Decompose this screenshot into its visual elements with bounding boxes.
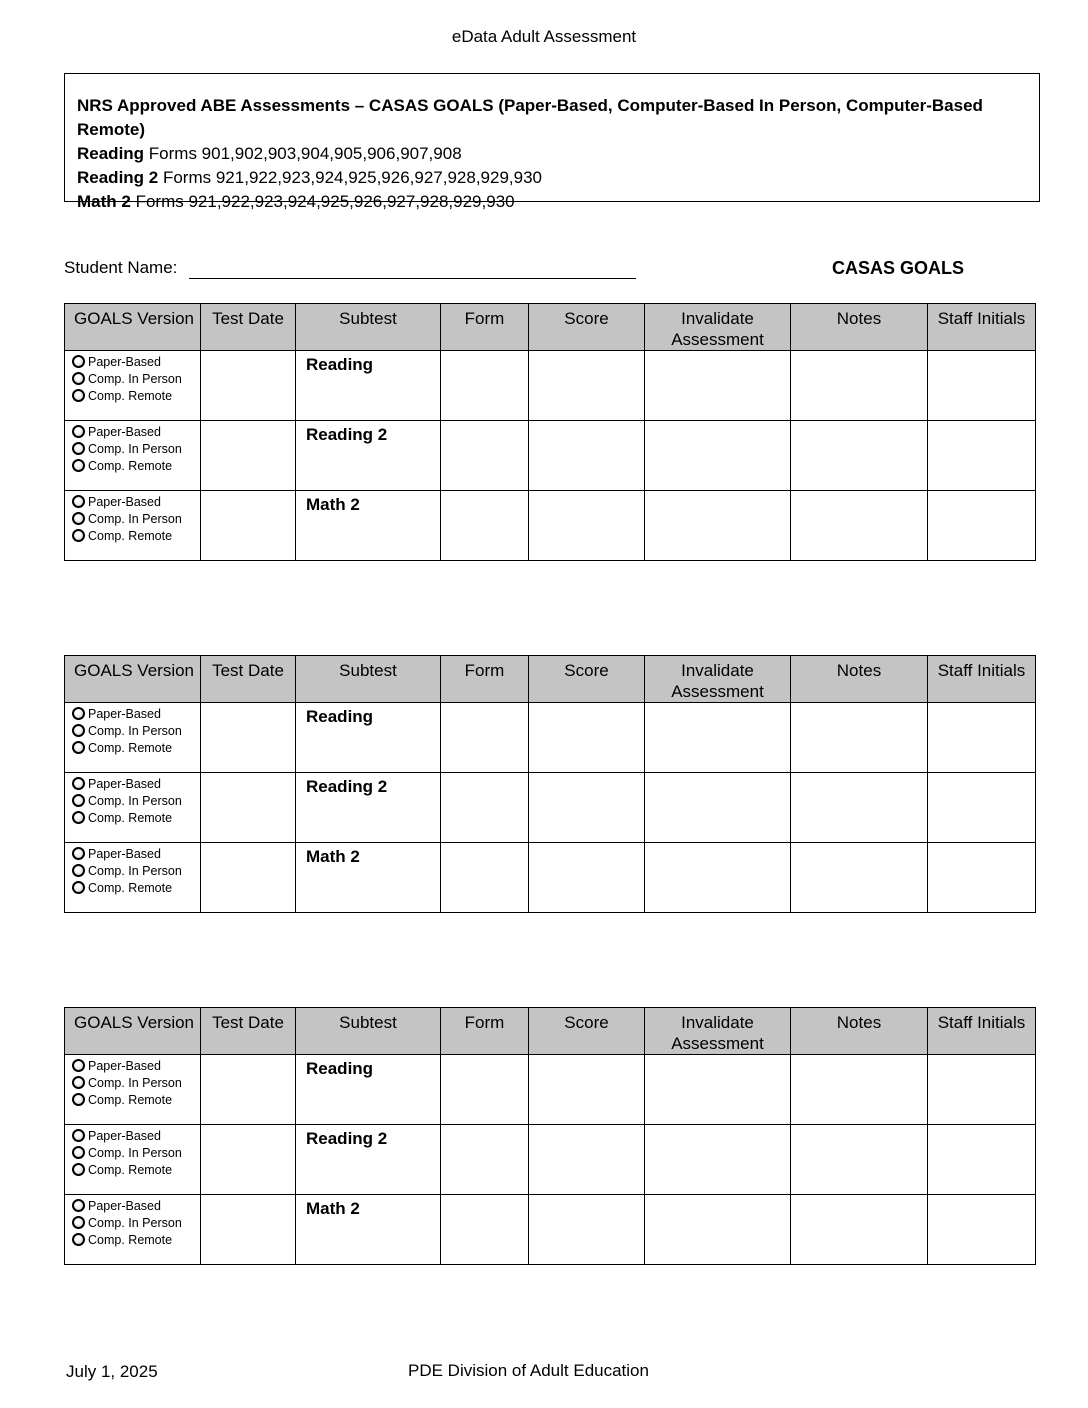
table-row — [65, 491, 1036, 561]
info-line-reading: Reading Forms 901,902,903,904,905,906,907,908 — [77, 144, 462, 163]
subtest-label: Reading 2 — [306, 425, 388, 444]
table-row — [65, 1055, 1036, 1125]
notes-cell[interactable] — [791, 1125, 928, 1195]
radio-button-icon[interactable] — [72, 1093, 85, 1106]
form-cell[interactable] — [441, 351, 529, 421]
version-option-label: Comp. Remote — [88, 1092, 173, 1107]
table-row — [65, 703, 1036, 773]
column-header-staff-initials: Staff Initials — [928, 656, 1036, 703]
version-option[interactable] — [72, 792, 200, 809]
version-option[interactable] — [72, 440, 200, 457]
score-cell[interactable] — [529, 421, 645, 491]
version-option[interactable] — [72, 1161, 200, 1178]
radio-button-icon[interactable] — [72, 847, 85, 860]
version-option-label: Comp. Remote — [88, 528, 173, 543]
version-option[interactable] — [72, 1057, 200, 1074]
column-header-goals-version: GOALS Version — [65, 1008, 201, 1055]
info-line-math-2: Math 2 Forms 921,922,923,924,925,926,927,928,929,930 — [77, 192, 515, 211]
footer-org: PDE Division of Adult Education — [408, 1361, 649, 1380]
version-option-label: Comp. Remote — [88, 740, 173, 755]
radio-button-icon[interactable] — [72, 459, 85, 472]
column-header-subtest: Subtest — [296, 656, 441, 703]
invalidate-assessment-cell[interactable] — [645, 491, 791, 561]
subtest-cell — [296, 1125, 441, 1195]
radio-button-icon[interactable] — [72, 1233, 85, 1246]
goals-version-cell — [65, 351, 201, 421]
page-header: eData Adult Assessment — [451, 27, 637, 46]
score-cell[interactable] — [529, 1125, 645, 1195]
version-option[interactable] — [72, 1074, 200, 1091]
version-option[interactable] — [72, 1214, 200, 1231]
version-option-label: Comp. Remote — [88, 880, 173, 895]
staff-initials-cell[interactable] — [928, 843, 1036, 913]
version-option[interactable] — [72, 739, 200, 756]
column-header-score: Score — [529, 304, 645, 351]
version-option[interactable] — [72, 353, 200, 370]
radio-button-icon[interactable] — [72, 495, 85, 508]
column-header-form: Form — [441, 304, 529, 351]
version-option-label: Comp. In Person — [88, 511, 182, 526]
radio-button-icon[interactable] — [72, 425, 85, 438]
radio-button-icon[interactable] — [72, 1146, 85, 1159]
staff-initials-cell[interactable] — [928, 491, 1036, 561]
version-option-label: Comp. In Person — [88, 441, 182, 456]
test-date-cell[interactable] — [201, 351, 296, 421]
version-option-label: Comp. In Person — [88, 723, 182, 738]
version-option-label: Comp. In Person — [88, 371, 182, 386]
subtest-label: Reading — [306, 707, 374, 726]
goals-version-cell — [65, 1195, 201, 1265]
table-row — [65, 773, 1036, 843]
column-header-invalidate-assessment: Invalidate Assessment — [645, 1008, 791, 1055]
column-header-notes: Notes — [791, 656, 928, 703]
test-date-cell[interactable] — [201, 703, 296, 773]
test-date-cell[interactable] — [201, 421, 296, 491]
version-option-label: Comp. In Person — [88, 863, 182, 878]
radio-button-icon[interactable] — [72, 1076, 85, 1089]
goals-version-cell — [65, 1055, 201, 1125]
version-option-label: Paper-Based — [88, 846, 161, 861]
subtest-cell — [296, 1055, 441, 1125]
version-option-label: Comp. In Person — [88, 1215, 182, 1230]
version-option[interactable] — [72, 775, 200, 792]
version-option[interactable] — [72, 862, 200, 879]
version-option-label: Paper-Based — [88, 354, 161, 369]
version-option[interactable] — [72, 387, 200, 404]
subtest-label: Math 2 — [306, 847, 360, 866]
column-header-test-date: Test Date — [201, 304, 296, 351]
column-header-invalidate-assessment: Invalidate Assessment — [645, 656, 791, 703]
column-header-score: Score — [529, 1008, 645, 1055]
invalidate-assessment-cell[interactable] — [645, 1055, 791, 1125]
radio-button-icon[interactable] — [72, 512, 85, 525]
table-row — [65, 1125, 1036, 1195]
version-option[interactable] — [72, 1127, 200, 1144]
radio-button-icon[interactable] — [72, 777, 85, 790]
version-option-label: Comp. Remote — [88, 1232, 173, 1247]
goals-version-cell — [65, 1125, 201, 1195]
column-header-form: Form — [441, 656, 529, 703]
version-option-label: Paper-Based — [88, 424, 161, 439]
version-option[interactable] — [72, 423, 200, 440]
score-cell[interactable] — [529, 491, 645, 561]
score-cell[interactable] — [529, 843, 645, 913]
radio-button-icon[interactable] — [72, 1059, 85, 1072]
subtest-label: Math 2 — [306, 495, 360, 514]
staff-initials-cell[interactable] — [928, 703, 1036, 773]
assessment-info-box — [64, 73, 1040, 211]
version-option[interactable] — [72, 879, 200, 896]
assessment-table — [64, 655, 1036, 913]
notes-cell[interactable] — [791, 1055, 928, 1125]
invalidate-assessment-cell[interactable] — [645, 1125, 791, 1195]
version-option[interactable] — [72, 722, 200, 739]
version-option[interactable] — [72, 457, 200, 474]
form-cell[interactable] — [441, 843, 529, 913]
subtest-cell — [296, 351, 441, 421]
invalidate-assessment-cell[interactable] — [645, 421, 791, 491]
version-option-label: Comp. In Person — [88, 1075, 182, 1090]
version-option-label: Comp. In Person — [88, 1145, 182, 1160]
table-row — [65, 843, 1036, 913]
column-header-subtest: Subtest — [296, 304, 441, 351]
radio-button-icon[interactable] — [72, 372, 85, 385]
form-cell[interactable] — [441, 1195, 529, 1265]
column-header-notes: Notes — [791, 304, 928, 351]
staff-initials-cell[interactable] — [928, 1195, 1036, 1265]
column-header-notes: Notes — [791, 1008, 928, 1055]
radio-button-icon[interactable] — [72, 741, 85, 754]
column-header-test-date: Test Date — [201, 1008, 296, 1055]
subtest-cell — [296, 843, 441, 913]
subtest-cell — [296, 421, 441, 491]
goals-version-cell — [65, 703, 201, 773]
radio-button-icon[interactable] — [72, 1129, 85, 1142]
version-option-label: Comp. Remote — [88, 388, 173, 403]
version-option[interactable] — [72, 845, 200, 862]
staff-initials-cell[interactable] — [928, 1125, 1036, 1195]
subtest-label: Math 2 — [306, 1199, 360, 1218]
column-header-goals-version: GOALS Version — [65, 656, 201, 703]
radio-button-icon[interactable] — [72, 794, 85, 807]
score-cell[interactable] — [529, 1055, 645, 1125]
goals-version-cell — [65, 491, 201, 561]
staff-initials-cell[interactable] — [928, 1055, 1036, 1125]
test-date-cell[interactable] — [201, 1125, 296, 1195]
radio-button-icon[interactable] — [72, 355, 85, 368]
test-date-cell[interactable] — [201, 1055, 296, 1125]
form-cell[interactable] — [441, 773, 529, 843]
table-row — [65, 351, 1036, 421]
version-option[interactable] — [72, 510, 200, 527]
goals-version-cell — [65, 773, 201, 843]
invalidate-assessment-cell[interactable] — [645, 703, 791, 773]
radio-button-icon[interactable] — [72, 442, 85, 455]
score-cell[interactable] — [529, 703, 645, 773]
info-heading: NRS Approved ABE Assessments – CASAS GOALS (Paper-Based, Computer-Based In Person, Computer-Based Remote) — [77, 96, 983, 139]
version-option[interactable] — [72, 705, 200, 722]
column-header-score: Score — [529, 656, 645, 703]
form-cell[interactable] — [441, 421, 529, 491]
subtest-cell — [296, 773, 441, 843]
subtest-label: Reading — [306, 355, 374, 374]
version-option-label: Comp. Remote — [88, 1162, 173, 1177]
assessment-table — [64, 1007, 1036, 1265]
student-name-label: Student Name: — [64, 258, 178, 277]
version-option[interactable] — [72, 809, 200, 826]
form-cell[interactable] — [441, 1055, 529, 1125]
version-option[interactable] — [72, 493, 200, 510]
radio-button-icon[interactable] — [72, 864, 85, 877]
score-cell[interactable] — [529, 1195, 645, 1265]
notes-cell[interactable] — [791, 773, 928, 843]
version-option[interactable] — [72, 1197, 200, 1214]
radio-button-icon[interactable] — [72, 1216, 85, 1229]
version-option-label: Comp. In Person — [88, 793, 182, 808]
form-cell[interactable] — [441, 703, 529, 773]
version-option[interactable] — [72, 370, 200, 387]
notes-cell[interactable] — [791, 421, 928, 491]
radio-button-icon[interactable] — [72, 724, 85, 737]
goals-version-cell — [65, 843, 201, 913]
subtest-cell — [296, 703, 441, 773]
radio-button-icon[interactable] — [72, 1199, 85, 1212]
score-cell[interactable] — [529, 773, 645, 843]
subtest-label: Reading — [306, 1059, 374, 1078]
radio-button-icon[interactable] — [72, 1163, 85, 1176]
column-header-invalidate-assessment: Invalidate Assessment — [645, 304, 791, 351]
version-option-label: Paper-Based — [88, 776, 161, 791]
staff-initials-cell[interactable] — [928, 773, 1036, 843]
version-option-label: Paper-Based — [88, 706, 161, 721]
column-header-staff-initials: Staff Initials — [928, 1008, 1036, 1055]
version-option-label: Paper-Based — [88, 1198, 161, 1213]
table-row — [65, 1195, 1036, 1265]
radio-button-icon[interactable] — [72, 389, 85, 402]
version-option-label: Paper-Based — [88, 1058, 161, 1073]
version-option[interactable] — [72, 1091, 200, 1108]
column-header-subtest: Subtest — [296, 1008, 441, 1055]
invalidate-assessment-cell[interactable] — [645, 843, 791, 913]
version-option[interactable] — [72, 527, 200, 544]
radio-button-icon[interactable] — [72, 881, 85, 894]
staff-initials-cell[interactable] — [928, 421, 1036, 491]
table-row — [65, 421, 1036, 491]
test-date-cell[interactable] — [201, 773, 296, 843]
notes-cell[interactable] — [791, 703, 928, 773]
test-date-cell[interactable] — [201, 491, 296, 561]
notes-cell[interactable] — [791, 491, 928, 561]
invalidate-assessment-cell[interactable] — [645, 351, 791, 421]
column-header-form: Form — [441, 1008, 529, 1055]
radio-button-icon[interactable] — [72, 529, 85, 542]
invalidate-assessment-cell[interactable] — [645, 773, 791, 843]
student-name-field[interactable] — [189, 258, 636, 279]
column-header-staff-initials: Staff Initials — [928, 304, 1036, 351]
test-date-cell[interactable] — [201, 843, 296, 913]
notes-cell[interactable] — [791, 351, 928, 421]
radio-button-icon[interactable] — [72, 707, 85, 720]
column-header-test-date: Test Date — [201, 656, 296, 703]
info-line-reading-2: Reading 2 Forms 921,922,923,924,925,926,927,928,929,930 — [77, 168, 543, 187]
score-cell[interactable] — [529, 351, 645, 421]
version-option[interactable] — [72, 1231, 200, 1248]
footer-date: July 1, 2025 — [66, 1362, 158, 1381]
notes-cell[interactable] — [791, 843, 928, 913]
version-option-label: Comp. Remote — [88, 810, 173, 825]
invalidate-assessment-cell[interactable] — [645, 1195, 791, 1265]
subtest-label: Reading 2 — [306, 1129, 388, 1148]
form-cell[interactable] — [441, 1125, 529, 1195]
test-date-cell[interactable] — [201, 1195, 296, 1265]
subtest-cell — [296, 491, 441, 561]
version-option[interactable] — [72, 1144, 200, 1161]
version-option-label: Paper-Based — [88, 494, 161, 509]
assessment-table — [64, 303, 1036, 561]
staff-initials-cell[interactable] — [928, 351, 1036, 421]
subtest-label: Reading 2 — [306, 777, 388, 796]
radio-button-icon[interactable] — [72, 811, 85, 824]
goals-version-cell — [65, 421, 201, 491]
notes-cell[interactable] — [791, 1195, 928, 1265]
form-cell[interactable] — [441, 491, 529, 561]
section-title: CASAS GOALS — [832, 258, 965, 278]
subtest-cell — [296, 1195, 441, 1265]
column-header-goals-version: GOALS Version — [65, 304, 201, 351]
version-option-label: Comp. Remote — [88, 458, 173, 473]
version-option-label: Paper-Based — [88, 1128, 161, 1143]
